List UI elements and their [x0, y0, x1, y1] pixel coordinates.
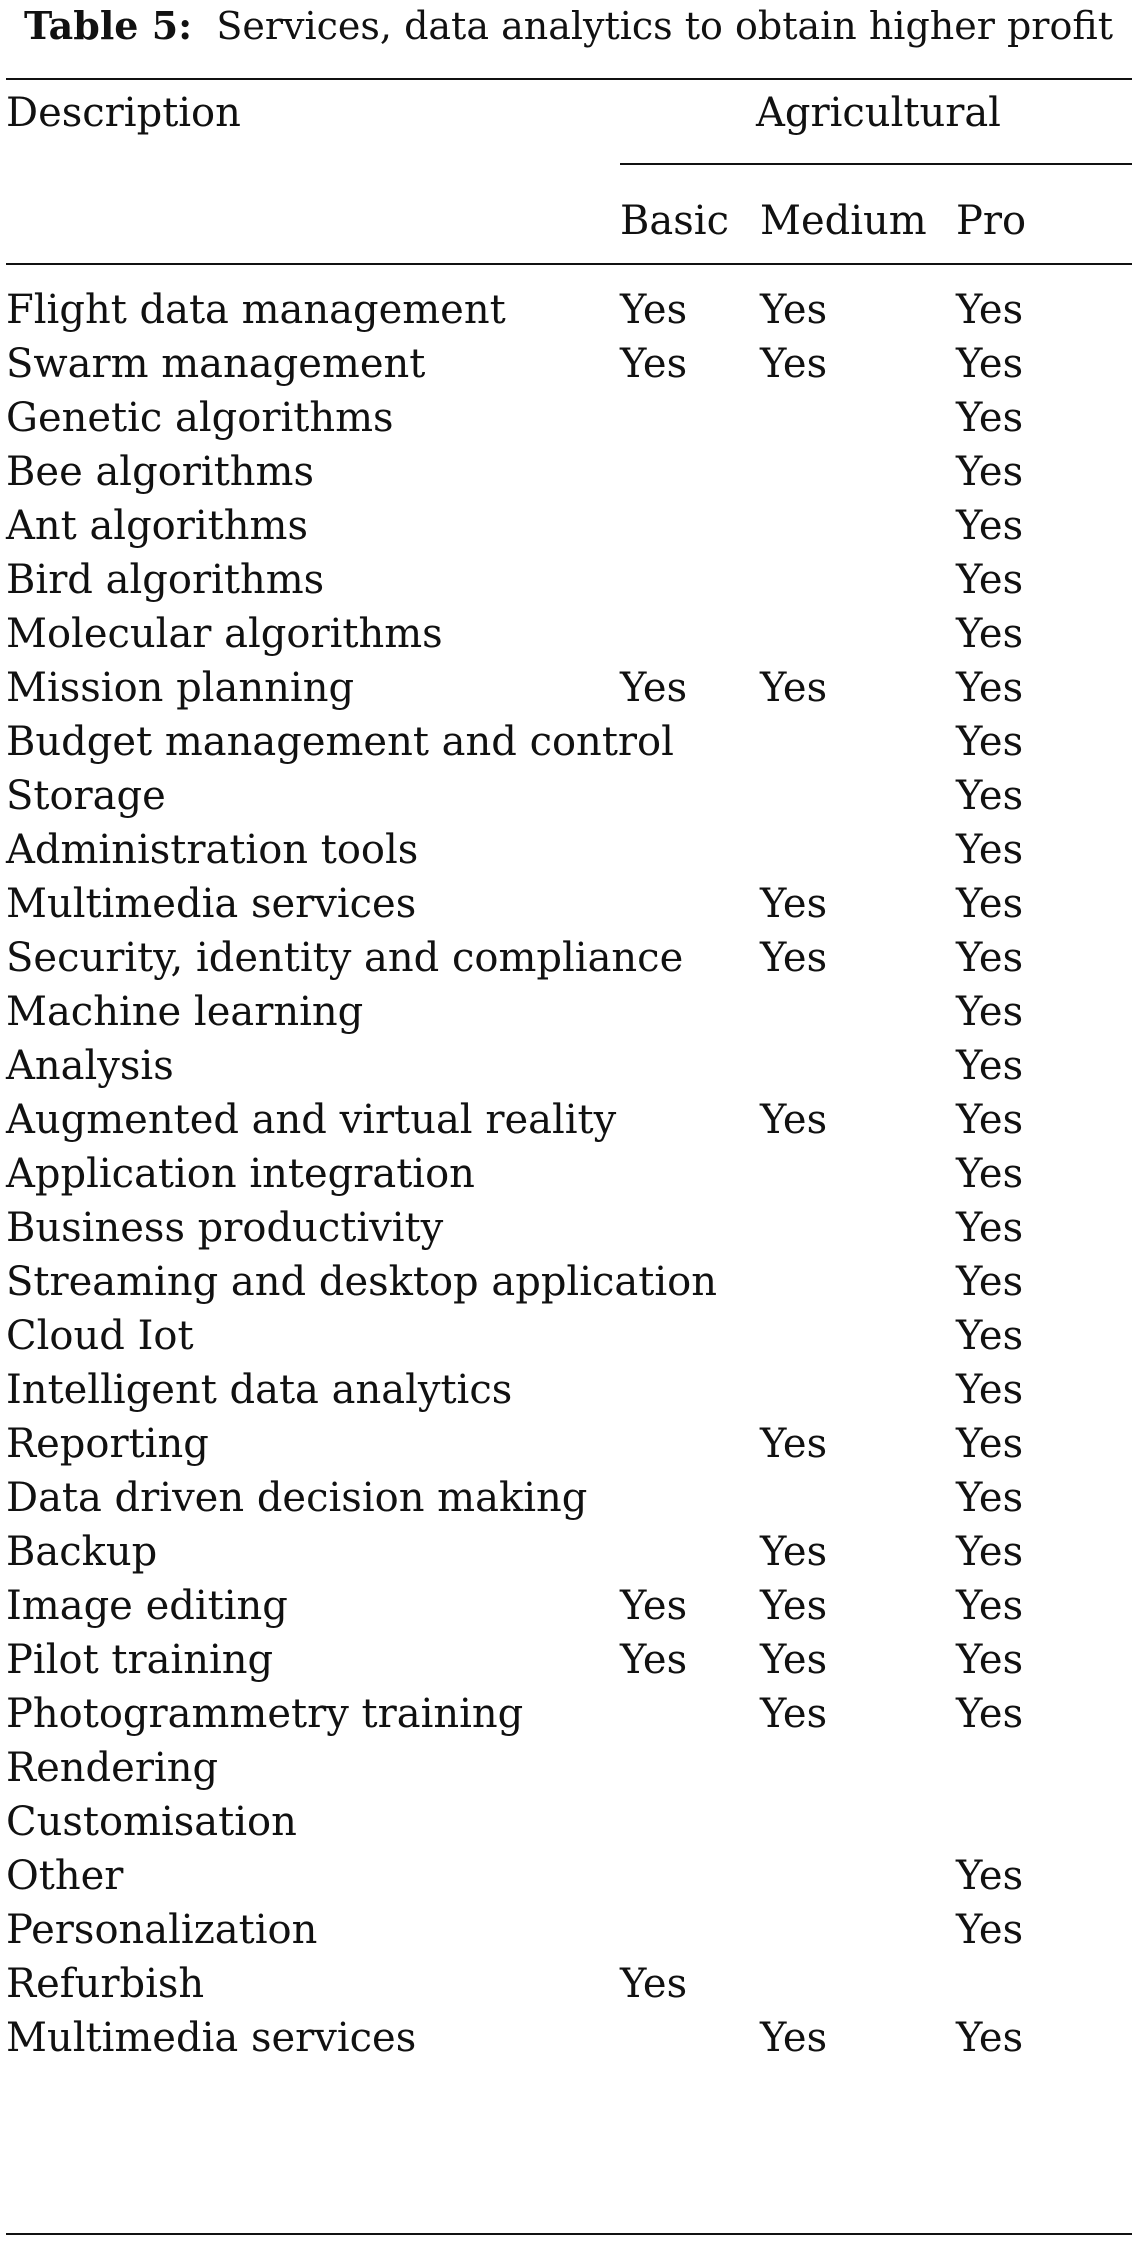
pro-cell: Yes	[956, 1367, 1024, 1413]
description-cell	[6, 769, 620, 823]
table-row	[6, 1579, 1132, 1633]
description-text: Streaming and desktop application	[6, 1259, 717, 1305]
pro-cell: Yes	[956, 557, 1024, 603]
description-cell	[6, 1957, 620, 2011]
header-description: Description	[6, 90, 241, 136]
medium-cell	[760, 499, 956, 553]
medium-cell: Yes	[760, 935, 828, 981]
description-cell	[6, 931, 684, 985]
pro-cell: Yes	[956, 503, 1024, 549]
table-row	[6, 1903, 1132, 1957]
table-row	[6, 2011, 1132, 2065]
medium-cell	[760, 1255, 956, 1309]
description-text: Administration tools	[6, 827, 419, 873]
description-text: Mission planning	[6, 665, 355, 711]
description-text: Storage	[6, 773, 166, 819]
header-agricultural: Agricultural	[756, 90, 1001, 136]
table-row	[6, 607, 1132, 661]
medium-cell: Yes	[760, 1097, 828, 1143]
description-cell	[6, 1255, 717, 1309]
basic-cell	[620, 1849, 760, 1903]
medium-cell	[760, 445, 956, 499]
medium-cell: Yes	[760, 2015, 828, 2061]
pro-cell: Yes	[956, 1907, 1024, 1953]
description-text: Image editing	[6, 1583, 288, 1629]
medium-cell	[760, 1309, 956, 1363]
pro-cell: Yes	[956, 1151, 1024, 1197]
table-row	[6, 499, 1132, 553]
description-cell	[6, 391, 620, 445]
pro-cell: Yes	[956, 1313, 1024, 1359]
table-row	[6, 1741, 1132, 1795]
description-cell	[6, 607, 620, 661]
description-text: Customisation	[6, 1799, 297, 1845]
table-row	[6, 1147, 1132, 1201]
medium-cell: Yes	[760, 1529, 828, 1575]
description-text: Application integration	[6, 1151, 475, 1197]
basic-cell: Yes	[620, 287, 688, 333]
pro-cell: Yes	[956, 1853, 1024, 1899]
description-text: Personalization	[6, 1907, 318, 1953]
description-cell	[6, 1363, 620, 1417]
medium-cell	[760, 1471, 956, 1525]
basic-cell	[620, 1795, 760, 1849]
description-text: Backup	[6, 1529, 158, 1575]
table-row	[6, 283, 1132, 337]
table-row	[6, 661, 1132, 715]
header-pro: Pro	[956, 198, 1027, 244]
basic-cell	[620, 1687, 760, 1741]
description-cell	[6, 553, 620, 607]
table-row	[6, 1633, 1132, 1687]
medium-cell	[760, 715, 956, 769]
header-basic: Basic	[620, 198, 729, 244]
description-text: Other	[6, 1853, 124, 1899]
medium-cell: Yes	[760, 1637, 828, 1683]
basic-cell	[620, 1471, 760, 1525]
description-cell	[6, 445, 620, 499]
top-rule	[6, 78, 1132, 80]
table-row	[6, 1309, 1132, 1363]
basic-cell	[620, 1201, 760, 1255]
basic-cell	[620, 607, 760, 661]
table-row	[6, 985, 1132, 1039]
medium-cell	[760, 1849, 956, 1903]
pro-cell: Yes	[956, 1637, 1024, 1683]
basic-cell	[620, 1417, 760, 1471]
description-cell	[6, 877, 620, 931]
description-cell	[6, 1579, 620, 1633]
description-text: Swarm management	[6, 341, 426, 387]
description-text: Cloud Iot	[6, 1313, 194, 1359]
pro-cell: Yes	[956, 1205, 1024, 1251]
pro-cell: Yes	[956, 665, 1024, 711]
basic-cell	[620, 1309, 760, 1363]
table-row	[6, 1093, 1132, 1147]
pro-cell: Yes	[956, 1043, 1024, 1089]
pro-cell: Yes	[956, 719, 1024, 765]
description-text: Augmented and virtual reality	[6, 1097, 617, 1143]
basic-cell	[620, 1903, 760, 1957]
medium-cell: Yes	[760, 1691, 828, 1737]
description-text: Budget management and control	[6, 719, 674, 765]
table-row	[6, 1687, 1132, 1741]
basic-cell	[620, 445, 760, 499]
description-cell	[6, 499, 620, 553]
medium-cell: Yes	[760, 1421, 828, 1467]
basic-cell: Yes	[620, 1583, 688, 1629]
services-table	[6, 283, 1132, 2065]
basic-cell	[620, 1525, 760, 1579]
description-text: Molecular algorithms	[6, 611, 443, 657]
header-medium: Medium	[760, 198, 927, 244]
table-caption	[0, 0, 1137, 60]
pro-cell: Yes	[956, 881, 1024, 927]
basic-cell	[620, 391, 760, 445]
medium-cell	[760, 823, 956, 877]
table-row	[6, 337, 1132, 391]
table-row	[6, 1363, 1132, 1417]
basic-cell	[620, 823, 760, 877]
pro-cell: Yes	[956, 341, 1024, 387]
description-text: Intelligent data analytics	[6, 1367, 513, 1413]
basic-cell: Yes	[620, 1961, 688, 2007]
description-text: Bird algorithms	[6, 557, 325, 603]
description-cell	[6, 1309, 620, 1363]
pro-cell: Yes	[956, 1529, 1024, 1575]
description-text: Flight data management	[6, 287, 506, 333]
table-row	[6, 931, 1132, 985]
description-text: Analysis	[6, 1043, 174, 1089]
pro-cell	[956, 1741, 1132, 1795]
medium-cell	[760, 1903, 956, 1957]
basic-cell	[620, 553, 760, 607]
table-row	[6, 1417, 1132, 1471]
description-cell	[6, 1903, 620, 1957]
medium-cell	[760, 607, 956, 661]
table-row	[6, 1471, 1132, 1525]
medium-cell	[760, 1363, 956, 1417]
description-text: Data driven decision making	[6, 1475, 588, 1521]
pro-cell: Yes	[956, 1097, 1024, 1143]
medium-cell	[760, 1039, 956, 1093]
pro-cell: Yes	[956, 1259, 1024, 1305]
description-text: Bee algorithms	[6, 449, 314, 495]
pro-cell: Yes	[956, 989, 1024, 1035]
basic-cell	[620, 1093, 760, 1147]
description-text: Photogrammetry training	[6, 1691, 524, 1737]
table-caption-label: Table 5:	[24, 3, 193, 48]
description-cell	[6, 1471, 620, 1525]
table-row	[6, 1957, 1132, 2011]
pro-cell: Yes	[956, 611, 1024, 657]
medium-cell	[760, 553, 956, 607]
table-body	[6, 283, 1132, 2065]
description-text: Business productivity	[6, 1205, 444, 1251]
group-rule	[620, 163, 1132, 165]
medium-cell	[760, 1741, 956, 1795]
table-row	[6, 1039, 1132, 1093]
basic-cell: Yes	[620, 665, 688, 711]
description-cell	[6, 1201, 620, 1255]
table-caption-text: Services, data analytics to obtain higher profit	[216, 4, 1113, 48]
table-row	[6, 823, 1132, 877]
medium-cell: Yes	[760, 881, 828, 927]
pro-cell: Yes	[956, 1583, 1024, 1629]
table-row	[6, 391, 1132, 445]
basic-cell: Yes	[620, 1637, 688, 1683]
table-row	[6, 1795, 1132, 1849]
basic-cell: Yes	[620, 341, 688, 387]
description-text: Refurbish	[6, 1961, 205, 2007]
pro-cell: Yes	[956, 449, 1024, 495]
pro-cell: Yes	[956, 827, 1024, 873]
description-text: Pilot training	[6, 1637, 274, 1683]
medium-cell	[760, 769, 956, 823]
description-text: Genetic algorithms	[6, 395, 394, 441]
description-cell	[6, 1849, 620, 1903]
description-cell	[6, 1741, 620, 1795]
table-row	[6, 715, 1132, 769]
basic-cell	[620, 1039, 760, 1093]
basic-cell	[620, 985, 760, 1039]
pro-cell: Yes	[956, 287, 1024, 333]
medium-cell: Yes	[760, 341, 828, 387]
table-row	[6, 1255, 1132, 1309]
description-cell	[6, 1525, 620, 1579]
description-text: Rendering	[6, 1745, 219, 1791]
table-row	[6, 1525, 1132, 1579]
description-text: Reporting	[6, 1421, 209, 1467]
basic-cell	[620, 1741, 760, 1795]
medium-cell: Yes	[760, 287, 828, 333]
pro-cell: Yes	[956, 773, 1024, 819]
description-cell	[6, 2011, 620, 2065]
pro-cell	[956, 1795, 1132, 1849]
medium-cell	[760, 1147, 956, 1201]
basic-cell	[620, 877, 760, 931]
basic-cell	[620, 2011, 760, 2065]
bottom-rule	[6, 2233, 1132, 2235]
pro-cell: Yes	[956, 1691, 1024, 1737]
table-row	[6, 769, 1132, 823]
description-cell	[6, 1093, 620, 1147]
description-cell	[6, 1795, 620, 1849]
table-row	[6, 877, 1132, 931]
description-text: Security, identity and compliance	[6, 935, 684, 981]
basic-cell	[620, 1147, 760, 1201]
table-row	[6, 553, 1132, 607]
description-cell	[6, 823, 620, 877]
table-row	[6, 445, 1132, 499]
description-cell	[6, 1147, 620, 1201]
pro-cell: Yes	[956, 935, 1024, 981]
header-rule	[6, 263, 1132, 265]
pro-cell: Yes	[956, 1475, 1024, 1521]
description-cell	[6, 283, 620, 337]
description-text: Machine learning	[6, 989, 364, 1035]
table-row	[6, 1201, 1132, 1255]
pro-cell: Yes	[956, 2015, 1024, 2061]
medium-cell: Yes	[760, 1583, 828, 1629]
description-cell	[6, 1417, 620, 1471]
medium-cell	[760, 1795, 956, 1849]
pro-cell: Yes	[956, 395, 1024, 441]
medium-cell	[760, 391, 956, 445]
pro-cell	[956, 1957, 1132, 2011]
description-cell	[6, 1687, 620, 1741]
description-cell	[6, 661, 620, 715]
medium-cell	[760, 985, 956, 1039]
pro-cell: Yes	[956, 1421, 1024, 1467]
medium-cell: Yes	[760, 665, 828, 711]
description-cell	[6, 337, 620, 391]
description-cell	[6, 715, 674, 769]
description-text: Ant algorithms	[6, 503, 308, 549]
table-row	[6, 1849, 1132, 1903]
medium-cell	[760, 1957, 956, 2011]
description-text: Multimedia services	[6, 881, 417, 927]
basic-cell	[620, 1363, 760, 1417]
basic-cell	[620, 769, 760, 823]
description-text: Multimedia services	[6, 2015, 417, 2061]
medium-cell	[760, 1201, 956, 1255]
description-cell	[6, 1633, 620, 1687]
basic-cell	[620, 499, 760, 553]
description-cell	[6, 1039, 620, 1093]
description-cell	[6, 985, 620, 1039]
